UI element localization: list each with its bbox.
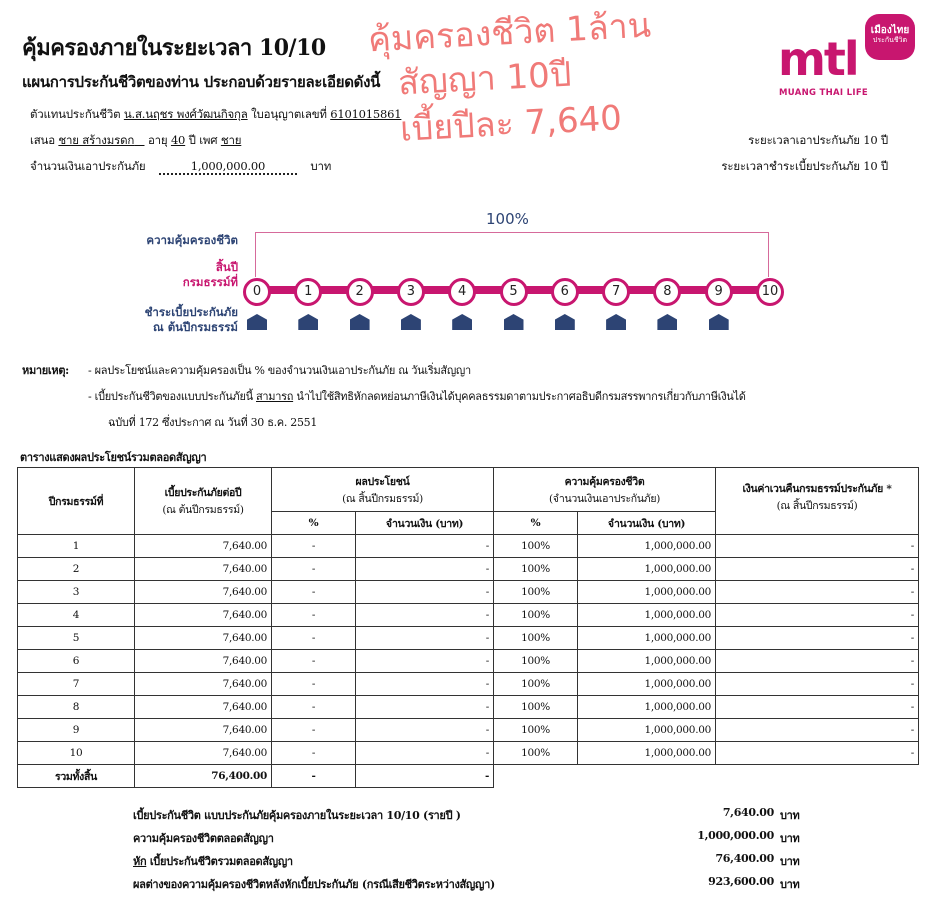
logo-badge (865, 14, 915, 60)
cell-surr: - (716, 627, 919, 650)
cell-b-amt: - (356, 650, 494, 673)
payment-house-icon (709, 314, 729, 330)
header-coverage-pct: % (494, 512, 578, 535)
cell-b-amt: - (356, 742, 494, 765)
coverage-percent: 100% (486, 210, 529, 228)
coverage-label: ความคุ้มครองชีวิต (146, 233, 238, 247)
agent-line (30, 106, 401, 124)
header-coverage-label: ความคุ้มครองชีวิต (564, 475, 645, 488)
cell-b-pct: - (272, 650, 356, 673)
summary-unit: บาท (780, 878, 800, 891)
cell-surr: - (716, 604, 919, 627)
timeline-node: 0 (243, 278, 271, 306)
header-benefit-pct: % (272, 512, 356, 535)
payment-label-1: ชำระเบี้ยประกันภัย (144, 305, 238, 319)
timeline-node: 3 (397, 278, 425, 306)
summary-value: 76,400.00 (715, 852, 774, 865)
year-end-label (183, 260, 238, 290)
client-name: ชาย สร้างมรดก (58, 133, 135, 147)
table-row (18, 673, 919, 696)
cell-year: 9 (18, 719, 135, 742)
page-subtitle: แผนการประกันชีวิตของท่าน ประกอบด้วยรายละเอียดดังนี้ (22, 73, 381, 91)
timeline-node: 10 (756, 278, 784, 306)
cell-c-pct: 100% (494, 719, 578, 742)
cell-c-amt: 1,000,000.00 (578, 673, 716, 696)
timeline-node: 1 (294, 278, 322, 306)
summary-label-text: ความคุ้มครองชีวิตตลอดสัญญา (133, 832, 274, 845)
license-number: 6101015861 (330, 107, 402, 121)
cell-b-amt: - (356, 558, 494, 581)
cell-c-amt: 1,000,000.00 (578, 627, 716, 650)
header-benefit-sub: (ณ สิ้นปีกรมธรรม์) (342, 492, 423, 505)
cell-year: 10 (18, 742, 135, 765)
handwritten-note-1: คุ้มครองชีวิต 1ล้าน (367, 5, 652, 61)
cell-c-amt: 1,000,000.00 (578, 719, 716, 742)
payment-house-icon (606, 314, 626, 330)
table-total-row (18, 765, 919, 788)
cell-premium: 7,640.00 (135, 696, 272, 719)
cell-c-pct: 100% (494, 650, 578, 673)
cell-year: 7 (18, 673, 135, 696)
payment-house-icon (555, 314, 575, 330)
cell-surr: - (716, 719, 919, 742)
cell-c-amt: 1,000,000.00 (578, 581, 716, 604)
cell-b-amt: - (356, 535, 494, 558)
table-row (18, 742, 919, 765)
age-unit: ปี เพศ (188, 133, 218, 147)
benefits-table (17, 467, 919, 788)
summary-label-text: ผลต่างของความคุ้มครองชีวิตหลังหักเบี้ยประกันภัย (กรณีเสียชีวิตระหว่างสัญญา) (133, 878, 495, 891)
total-b-amt: - (356, 765, 494, 788)
cell-surr: - (716, 581, 919, 604)
note-line-2 (88, 387, 746, 405)
cell-c-pct: 100% (494, 558, 578, 581)
timeline-node: 6 (551, 278, 579, 306)
table-row (18, 558, 919, 581)
note-line-2-underlined: สามารถ (256, 390, 294, 403)
gender-value: ชาย (220, 133, 242, 147)
header-coverage (494, 468, 716, 512)
logo-badge-line2: ประกันชีวิต (872, 36, 908, 44)
summary-label (133, 852, 293, 870)
cell-surr: - (716, 696, 919, 719)
cell-surr: - (716, 742, 919, 765)
payment-house-icon (657, 314, 677, 330)
header-premium (135, 468, 272, 535)
currency-label: บาท (310, 159, 332, 173)
cell-year: 2 (18, 558, 135, 581)
sum-insured-line (30, 158, 331, 176)
cell-premium: 7,640.00 (135, 742, 272, 765)
cell-surr: - (716, 650, 919, 673)
summary-value: 1,000,000.00 (697, 829, 774, 842)
client-line (30, 132, 241, 150)
table-row (18, 696, 919, 719)
table-row (18, 535, 919, 558)
table-row (18, 719, 919, 742)
summary-value: 923,600.00 (708, 875, 774, 888)
table-caption: ตารางแสดงผลประโยชน์รวมตลอดสัญญา (20, 451, 207, 464)
agent-label: ตัวแทนประกันชีวิต (30, 107, 121, 121)
cell-b-amt: - (356, 581, 494, 604)
cell-c-pct: 100% (494, 581, 578, 604)
summary-label-text: เบี้ยประกันชีวิตรวมตลอดสัญญา (146, 855, 293, 868)
note-line-2-pre: - เบี้ยประกันชีวิตของแบบประกันภัยนี้ (88, 390, 253, 403)
total-premium: 76,400.00 (135, 765, 272, 788)
cell-b-amt: - (356, 719, 494, 742)
timeline-node: 5 (500, 278, 528, 306)
cell-b-pct: - (272, 558, 356, 581)
agent-name: น.ส.นฤชร พงศ์วัฒนกิจกุล (123, 107, 248, 121)
year-end-label-1: สิ้นปี (215, 260, 238, 274)
summary-label (133, 875, 495, 893)
payment-label-2: ณ ต้นปีกรมธรรม์ (153, 320, 238, 334)
total-label: รวมทั้งสิ้น (18, 765, 135, 788)
cell-c-amt: 1,000,000.00 (578, 558, 716, 581)
payment-house-icon (504, 314, 524, 330)
header-benefit (272, 468, 494, 512)
cell-surr: - (716, 558, 919, 581)
cell-b-pct: - (272, 535, 356, 558)
payment-house-icon (298, 314, 318, 330)
cell-year: 6 (18, 650, 135, 673)
age-label: อายุ (147, 133, 168, 147)
coverage-period: ระยะเวลาเอาประกันภัย 10 ปี (748, 133, 888, 147)
cell-c-amt: 1,000,000.00 (578, 604, 716, 627)
cell-c-amt: 1,000,000.00 (578, 696, 716, 719)
summary-value: 7,640.00 (722, 806, 774, 819)
sum-insured-label: จำนวนเงินเอาประกันภัย (30, 159, 146, 173)
table-row (18, 604, 919, 627)
cell-b-pct: - (272, 581, 356, 604)
table-row (18, 581, 919, 604)
payment-house-icon (350, 314, 370, 330)
header-coverage-sub: (จำนวนเงินเอาประกันภัย) (548, 492, 661, 505)
header-surrender-sub: (ณ สิ้นปีกรมธรรม์) (776, 500, 858, 512)
header-coverage-amount: จำนวนเงิน (บาท) (578, 512, 716, 535)
cell-surr: - (716, 535, 919, 558)
summary-unit: บาท (780, 809, 800, 822)
header-premium-sub: (ณ ต้นปีกรมธรรม์) (162, 504, 244, 516)
age-value: 40 (170, 133, 186, 147)
timeline-node: 9 (705, 278, 733, 306)
summary-label-text: เบี้ยประกันชีวิต แบบประกันภัยคุ้มครองภายในระยะเวลา 10/10 (รายปี ) (133, 809, 461, 822)
cell-b-amt: - (356, 604, 494, 627)
handwritten-note-3: เบี้ยปีละ 7,640 (399, 98, 623, 150)
cell-premium: 7,640.00 (135, 627, 272, 650)
handwritten-note-2: สัญญา 10ปี (397, 54, 573, 104)
timeline-node: 8 (653, 278, 681, 306)
summary-unit: บาท (780, 855, 800, 868)
cell-premium: 7,640.00 (135, 719, 272, 742)
cell-c-pct: 100% (494, 627, 578, 650)
cell-c-amt: 1,000,000.00 (578, 535, 716, 558)
summary-unit: บาท (780, 832, 800, 845)
cell-b-pct: - (272, 696, 356, 719)
mtl-logo: mtl (778, 32, 858, 86)
payment-label (145, 305, 238, 335)
notes-label: หมายเหตุ: (22, 364, 69, 377)
payment-house-icon (401, 314, 421, 330)
license-label: ใบอนุญาตเลขที่ (251, 107, 327, 121)
cell-premium: 7,640.00 (135, 535, 272, 558)
timeline-node: 4 (448, 278, 476, 306)
payment-house-icon (452, 314, 472, 330)
payment-house-icon (247, 314, 267, 330)
header-benefit-label: ผลประโยชน์ (355, 475, 410, 488)
cell-c-pct: 100% (494, 535, 578, 558)
cell-year: 4 (18, 604, 135, 627)
table-row (18, 650, 919, 673)
timeline-node: 7 (602, 278, 630, 306)
sum-insured-value: 1,000,000.00 (159, 159, 297, 175)
cell-premium: 7,640.00 (135, 673, 272, 696)
cell-premium: 7,640.00 (135, 581, 272, 604)
cell-c-pct: 100% (494, 673, 578, 696)
cell-premium: 7,640.00 (135, 604, 272, 627)
cell-surr: - (716, 673, 919, 696)
header-surrender (716, 468, 919, 535)
timeline-node: 2 (346, 278, 374, 306)
cell-year: 5 (18, 627, 135, 650)
total-b-pct: - (272, 765, 356, 788)
cell-b-amt: - (356, 627, 494, 650)
cell-c-amt: 1,000,000.00 (578, 742, 716, 765)
cell-premium: 7,640.00 (135, 558, 272, 581)
header-premium-label: เบี้ยประกันภัยต่อปี (164, 487, 242, 499)
payment-period: ระยะเวลาชำระเบี้ยประกันภัย 10 ปี (721, 159, 888, 173)
cell-premium: 7,640.00 (135, 650, 272, 673)
table-row (18, 627, 919, 650)
coverage-bracket (255, 232, 769, 277)
cell-c-pct: 100% (494, 742, 578, 765)
cell-b-pct: - (272, 604, 356, 627)
header-benefit-amount: จำนวนเงิน (บาท) (356, 512, 494, 535)
note-line-3: ฉบับที่ 172 ซึ่งประกาศ ณ วันที่ 30 ธ.ค. 2551 (108, 416, 318, 429)
cell-c-pct: 100% (494, 604, 578, 627)
note-line-2-post: นำไปใช้สิทธิหักลดหย่อนภาษีเงินได้บุคคลธรรมดาตามประกาศอธิบดีกรมสรรพากรเกี่ยวกับภาษีเงินได้ (296, 390, 746, 403)
cell-c-amt: 1,000,000.00 (578, 650, 716, 673)
cell-b-pct: - (272, 719, 356, 742)
page-title: คุ้มครองภายในระยะเวลา 10/10 (22, 35, 326, 61)
cell-b-pct: - (272, 673, 356, 696)
cell-b-pct: - (272, 627, 356, 650)
header-surrender-label: เงินค่าเวนคืนกรมธรรม์ประกันภัย * (742, 483, 892, 495)
cell-c-pct: 100% (494, 696, 578, 719)
note-line-1: - ผลประโยชน์และความคุ้มครองเป็น % ของจำนวนเงินเอาประกันภัย ณ วันเริ่มสัญญา (88, 364, 471, 377)
year-end-label-2: กรมธรรม์ที่ (182, 275, 238, 289)
cell-b-pct: - (272, 742, 356, 765)
cell-year: 3 (18, 581, 135, 604)
cell-year: 8 (18, 696, 135, 719)
summary-label (133, 829, 274, 847)
logo-badge-line1: เมืองไทย (870, 25, 910, 36)
cell-b-amt: - (356, 696, 494, 719)
summary-label (133, 806, 461, 824)
summary-label-underlined: หัก (133, 855, 147, 868)
offer-label: เสนอ (30, 133, 55, 147)
header-year: ปีกรมธรรม์ที่ (18, 468, 135, 535)
logo-tagline: MUANG THAI LIFE (779, 88, 869, 98)
cell-year: 1 (18, 535, 135, 558)
cell-b-amt: - (356, 673, 494, 696)
